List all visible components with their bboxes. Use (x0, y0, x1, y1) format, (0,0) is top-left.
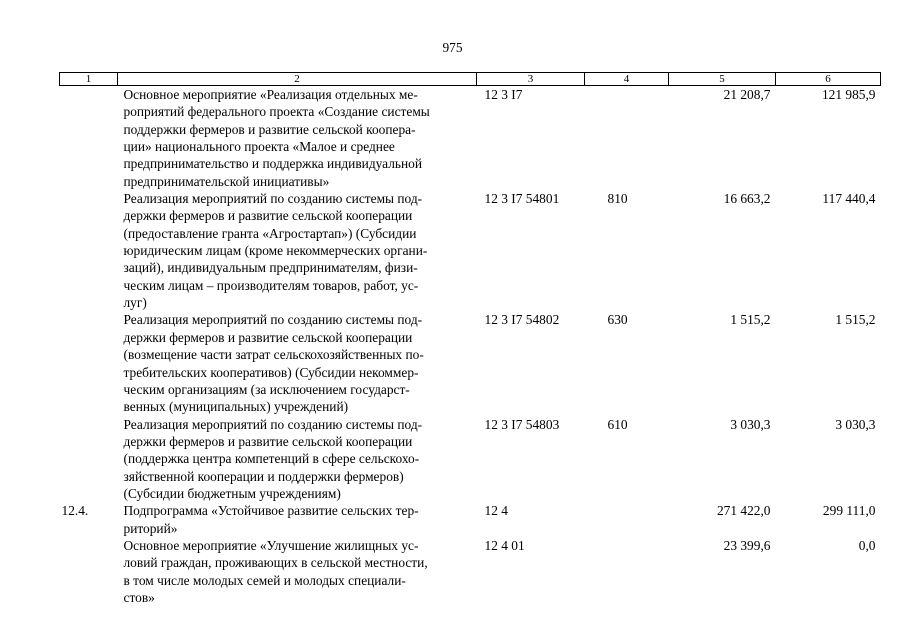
row-number (60, 190, 118, 311)
expense-type-code (585, 86, 669, 191)
expense-type-code (585, 502, 669, 537)
amount-second: 299 111,0 (822, 503, 876, 519)
amount-second: 1 515,2 (835, 312, 876, 328)
amount-second: 121 985,9 (821, 87, 876, 102)
classification-code: 12 3 I7 54803 (484, 416, 560, 432)
expense-type-code (585, 537, 669, 606)
row-number (60, 416, 118, 503)
table-row (60, 311, 881, 415)
row-number: 12.4. (61, 503, 89, 519)
column-number-header (60, 73, 881, 86)
column-header: 4 (585, 73, 669, 86)
amount-second: 117 440,4 (822, 191, 876, 207)
row-number (60, 537, 118, 606)
amount-first: 16 663,2 (723, 191, 771, 207)
item-name: Основное мероприятие «Реализация отдельных ме- роприятий федерального проекта «Создание системы поддержки фермеров и развитие сельской коопера- ции» национального проекта «Малое и среднее предпринимательство и поддержка индивидуальной предпринимательской инициативы» (123, 87, 430, 189)
item-name: Реализация мероприятий по созданию системы под- держки фермеров и развитие сельской кооперации (поддержка центра компетенций в сфере сельскохо- зяйственной кооперации и поддержки фермеров) (Субсидии бюджетным учреждениям) (123, 416, 423, 501)
page-number: 975 (442, 40, 463, 55)
row-number (60, 311, 118, 415)
amount-first: 3 030,3 (730, 416, 771, 432)
amount-first: 21 208,7 (723, 87, 771, 102)
column-header: 6 (776, 73, 881, 86)
table-row (60, 416, 881, 503)
table-row (60, 190, 881, 311)
expense-type-code: 610 (607, 416, 628, 432)
table-row (60, 86, 881, 191)
column-header: 2 (118, 73, 477, 86)
item-name: Подпрограмма «Устойчивое развитие сельских тер- риторий» (123, 503, 419, 536)
table-row (60, 537, 881, 606)
classification-code: 12 3 I7 54801 (484, 191, 560, 207)
expense-type-code: 810 (607, 191, 628, 207)
row-number (60, 86, 118, 191)
item-name: Реализация мероприятий по созданию системы под- держки фермеров и развитие сельской кооперации (предоставление гранта «Агростартап») (Субсидии юридическим лицам (кроме некоммерческих органи- заций), индивидуальным предпринимателям, физи- ческим лицам – производителям товаров, работ, ус- луг) (123, 191, 428, 311)
budget-table (59, 72, 881, 606)
column-header: 1 (60, 73, 118, 86)
amount-second: 3 030,3 (835, 416, 876, 432)
column-header: 5 (669, 73, 776, 86)
item-name: Основное мероприятие «Улучшение жилищных ус- ловий граждан, проживающих в сельской местности, в том числе молодых семей и молодых специали- стов» (123, 537, 428, 605)
item-name: Реализация мероприятий по созданию системы под- держки фермеров и развитие сельской кооперации (возмещение части затрат сельскохозяйственных по- требительских кооперативов) (Субсидии некоммер- ческим организациям (за исключением государст- венных (муниципальных) учреждений) (123, 312, 424, 415)
classification-code: 12 4 01 (484, 537, 525, 553)
classification-code: 12 4 (484, 503, 508, 519)
expense-type-code: 630 (607, 312, 628, 328)
amount-second: 0,0 (858, 537, 876, 553)
amount-first: 271 422,0 (716, 503, 771, 519)
classification-code: 12 3 I7 54802 (484, 312, 560, 328)
classification-code: 12 3 I7 (484, 87, 523, 102)
table-row (60, 502, 881, 537)
amount-first: 23 399,6 (723, 537, 771, 553)
column-header: 3 (477, 73, 585, 86)
amount-first: 1 515,2 (730, 312, 771, 328)
